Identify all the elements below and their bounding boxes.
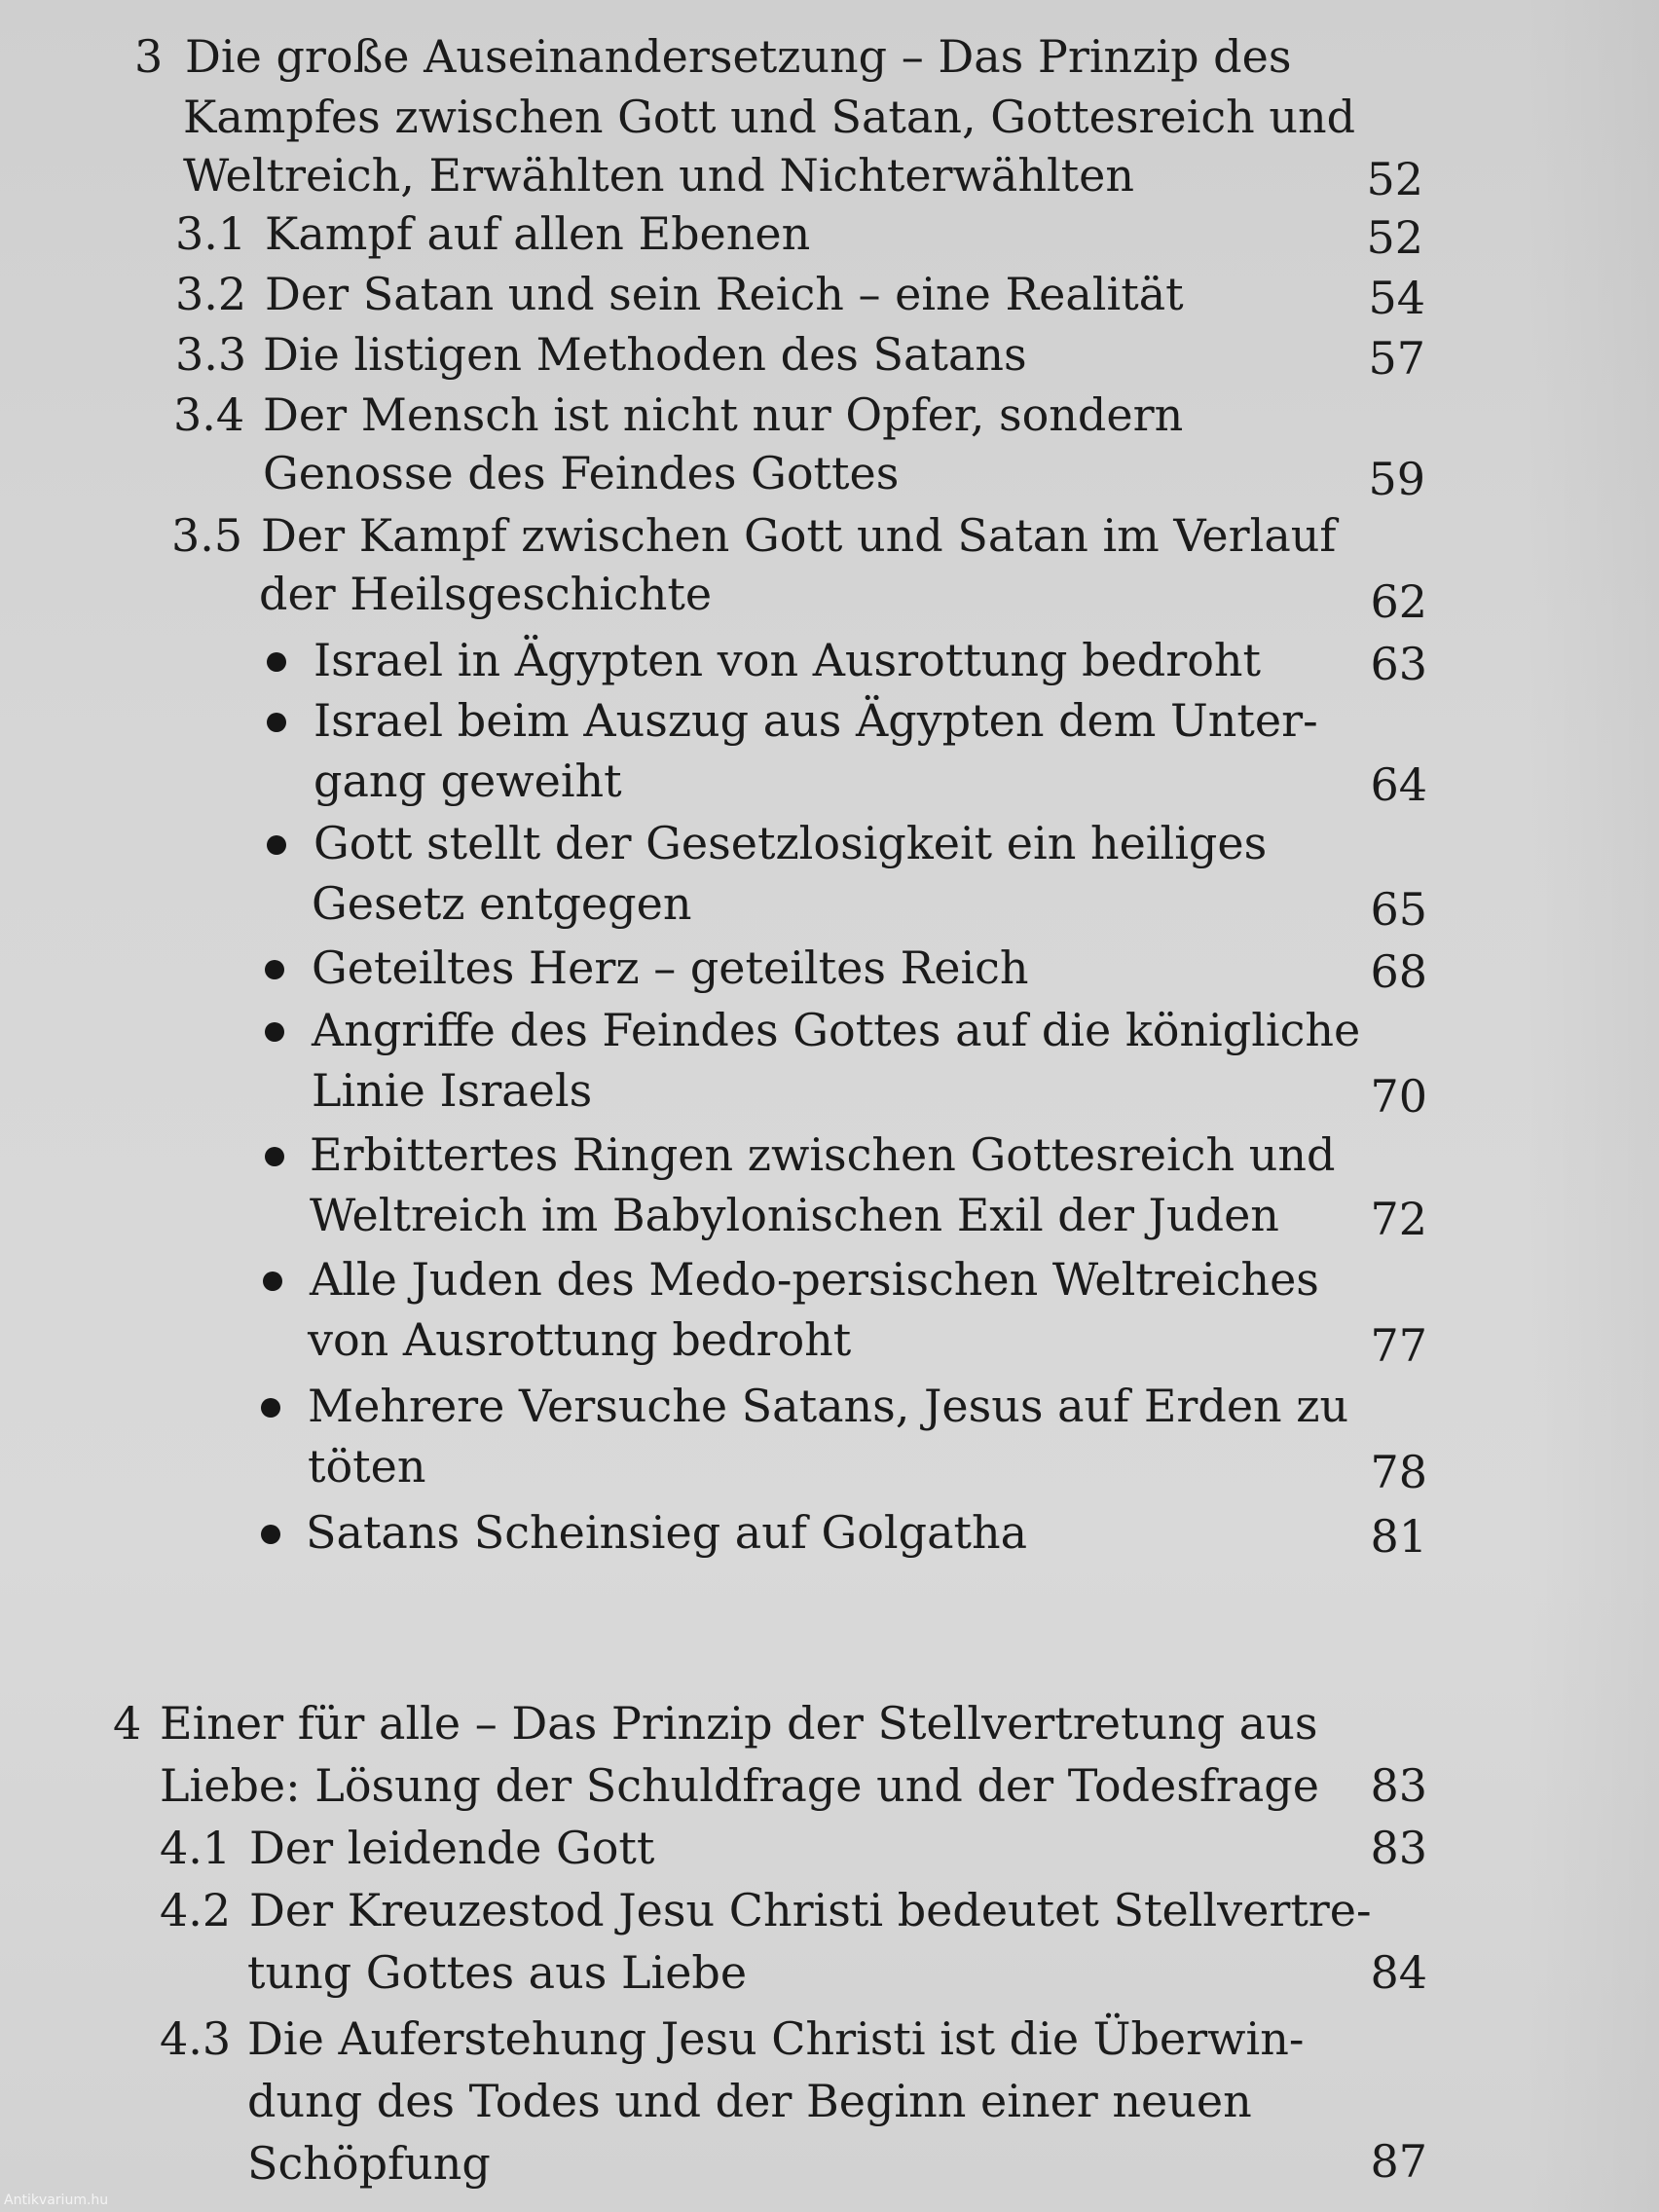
page-number: 68: [1370, 945, 1427, 998]
section-number: 4.1: [160, 1822, 232, 1874]
bullet-title-line: gang geweiht: [313, 755, 622, 807]
section-title-line: Die Auferstehung Jesu Christi ist die Überwin-: [247, 2012, 1305, 2065]
section-title-line: Der Mensch ist nicht nur Opfer, sondern: [263, 388, 1184, 441]
section-title-line: Die listigen Methoden des Satans: [263, 328, 1027, 381]
section-title-line: tung Gottes aus Liebe: [247, 1946, 748, 1999]
section-title-line: Kampf auf allen Ebenen: [265, 207, 811, 260]
bullet-title-line: Linie Israels: [312, 1064, 593, 1117]
section-title-line: Der Kampf zwischen Gott und Satan im Verlauf: [261, 509, 1337, 562]
section-title-line: Der Kreuzestod Jesu Christi bedeutet Stellvertre-: [249, 1884, 1372, 1936]
bullet-icon: [265, 960, 284, 979]
bullet-title-line: Mehrere Versuche Satans, Jesus auf Erden zu: [308, 1380, 1349, 1432]
section-title-line: Der leidende Gott: [249, 1822, 655, 1874]
section-number: 4.3: [160, 2012, 232, 2065]
page-shadow: [1523, 0, 1659, 2212]
page-number: 65: [1370, 883, 1427, 936]
bullet-icon: [265, 1147, 284, 1166]
chapter-title-line: Die große Auseinandersetzung – Das Prinzip des: [185, 30, 1292, 83]
bullet-title-line: Israel beim Auszug aus Ägypten dem Unter-: [313, 694, 1318, 747]
section-title-line: dung des Todes und der Beginn einer neuen: [247, 2075, 1252, 2127]
page-number: 64: [1370, 758, 1427, 811]
bullet-icon: [261, 1398, 280, 1418]
section-title-line: Genosse des Feindes Gottes: [263, 447, 900, 499]
page-number: 62: [1370, 575, 1427, 628]
bullet-title-line: Weltreich im Babylonischen Exil der Juden: [310, 1189, 1279, 1241]
page-number: 59: [1368, 453, 1425, 505]
section-number: 3.5: [171, 509, 243, 562]
chapter-number: 4: [113, 1697, 142, 1750]
section-number: 4.2: [160, 1884, 232, 1936]
bullet-title-line: Gesetz entgegen: [312, 877, 692, 930]
section-title-line: Schöpfung: [247, 2137, 491, 2190]
page-number: 52: [1366, 211, 1423, 264]
bullet-title-line: von Ausrottung bedroht: [308, 1313, 852, 1366]
bullet-title-line: Geteiltes Herz – geteiltes Reich: [312, 941, 1029, 994]
bullet-title-line: Israel in Ägypten von Ausrottung bedroht: [313, 634, 1262, 686]
bullet-icon: [267, 713, 286, 732]
section-number: 3.3: [175, 328, 247, 381]
chapter-title-line: Einer für alle – Das Prinzip der Stellvertretung aus: [160, 1697, 1318, 1750]
bullet-icon: [267, 652, 286, 672]
chapter-title-line: Liebe: Lösung der Schuldfrage und der Todesfrage: [160, 1759, 1319, 1812]
page-number: 78: [1370, 1446, 1427, 1498]
bullet-title-line: Alle Juden des Medo-persischen Weltreiches: [310, 1253, 1319, 1306]
section-number: 3.1: [175, 207, 247, 260]
page-number: 77: [1370, 1319, 1427, 1372]
section-number: 3.4: [173, 388, 245, 441]
bullet-title-line: Satans Scheinsieg auf Golgatha: [306, 1506, 1028, 1559]
bullet-icon: [263, 1272, 282, 1291]
bullet-icon: [261, 1525, 280, 1544]
watermark: Antikvarium.hu: [4, 2193, 109, 2208]
bullet-title-line: Angriffe des Feindes Gottes auf die königliche: [312, 1004, 1361, 1056]
chapter-number: 3: [134, 30, 164, 83]
chapter-title-line: Kampfes zwischen Gott und Satan, Gottesreich und: [183, 91, 1356, 143]
bullet-title-line: Gott stellt der Gesetzlosigkeit ein heiliges: [313, 817, 1268, 869]
chapter-title-line: Weltreich, Erwählten und Nichterwählten: [183, 149, 1135, 202]
bullet-icon: [267, 835, 286, 855]
page-number: 54: [1368, 272, 1425, 324]
bullet-title-line: töten: [308, 1440, 426, 1493]
page-number: 63: [1370, 638, 1427, 690]
page-number: 87: [1370, 2135, 1427, 2188]
page-number: 84: [1370, 1946, 1427, 1999]
bullet-icon: [265, 1022, 284, 1042]
page-number: 70: [1370, 1070, 1427, 1123]
page-number: 52: [1366, 153, 1423, 205]
section-number: 3.2: [175, 268, 247, 320]
page-number: 81: [1370, 1510, 1427, 1563]
page-number: 83: [1370, 1759, 1427, 1812]
page-number: 83: [1370, 1822, 1427, 1874]
section-title-line: der Heilsgeschichte: [259, 568, 713, 620]
section-title-line: Der Satan und sein Reich – eine Realität: [265, 268, 1184, 320]
page-number: 57: [1368, 332, 1425, 385]
bullet-title-line: Erbittertes Ringen zwischen Gottesreich und: [310, 1128, 1336, 1181]
page-number: 72: [1370, 1193, 1427, 1245]
